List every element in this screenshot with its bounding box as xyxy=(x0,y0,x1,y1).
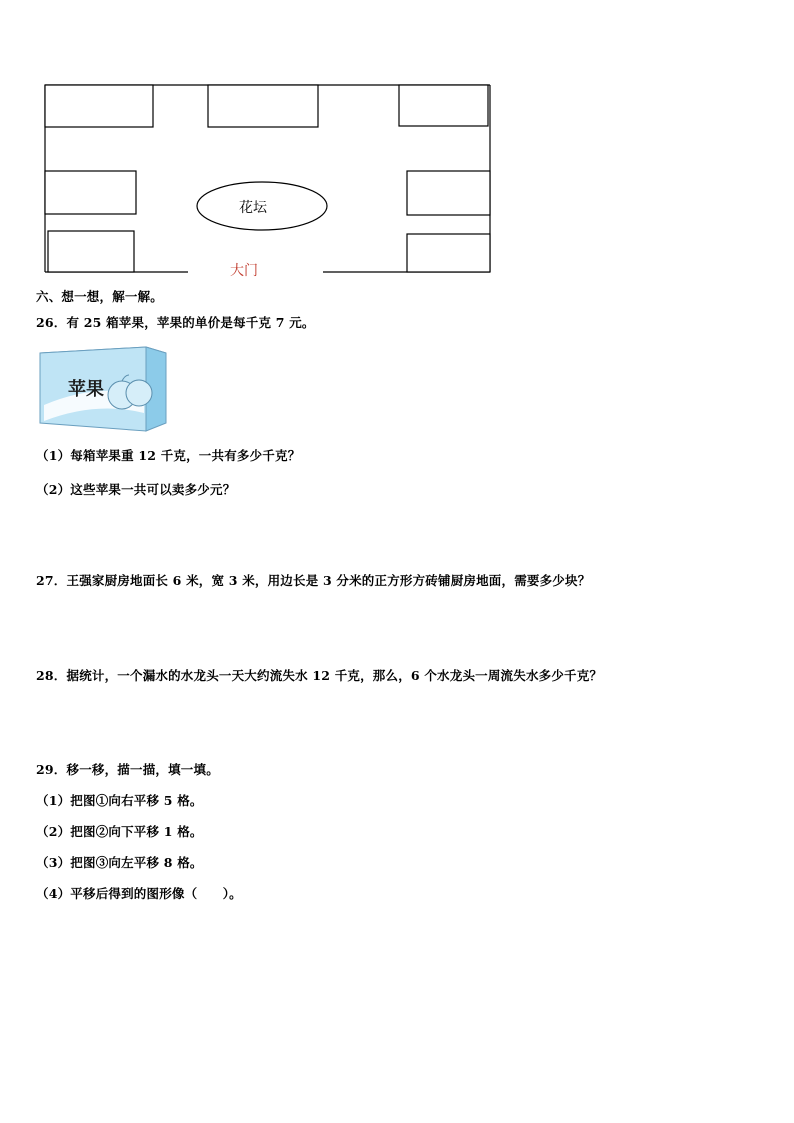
map-building-mid-right xyxy=(407,171,490,215)
q29-sub1: （1）把图①向右平移 5 格。 xyxy=(36,793,203,808)
q27-stem: 27．王强家厨房地面长 6 米，宽 3 米，用边长是 3 分米的正方形方砖铺厨房地面，需要多少块？ xyxy=(36,573,591,588)
school-layout-map xyxy=(0,0,794,285)
map-building-bottom-left xyxy=(48,231,134,272)
q26-sub2: （2）这些苹果一共可以卖多少元？ xyxy=(36,482,236,497)
section-heading: 六、想一想，解一解。 xyxy=(36,289,164,304)
map-building-mid-left xyxy=(45,171,136,214)
q29-sub4: （4）平移后得到的图形像（ ）。 xyxy=(36,886,242,901)
map-gate-label: 大门 xyxy=(230,263,258,279)
q26-stem: 26．有 25 箱苹果，苹果的单价是每千克 7 元。 xyxy=(36,315,315,330)
map-building-top-left xyxy=(45,85,153,127)
map-building-top-center xyxy=(208,85,318,127)
map-building-top-right xyxy=(399,85,488,126)
map-flowerbed-label: 花坛 xyxy=(239,200,267,216)
map-building-bottom-right xyxy=(407,234,490,272)
q29-sub2: （2）把图②向下平移 1 格。 xyxy=(36,824,203,839)
q29-stem: 29．移一移，描一描，填一填。 xyxy=(36,762,219,777)
q26-sub1: （1）每箱苹果重 12 千克，一共有多少千克？ xyxy=(36,448,301,463)
box-label: 苹果 xyxy=(68,379,104,400)
apple-box-image xyxy=(36,343,171,435)
apple-icon xyxy=(126,380,152,406)
q29-sub3: （3）把图③向左平移 8 格。 xyxy=(36,855,203,870)
q28-stem: 28．据统计，一个漏水的水龙头一天大约流失水 12 千克，那么，6 个水龙头一周流失水多少千克？ xyxy=(36,668,603,683)
